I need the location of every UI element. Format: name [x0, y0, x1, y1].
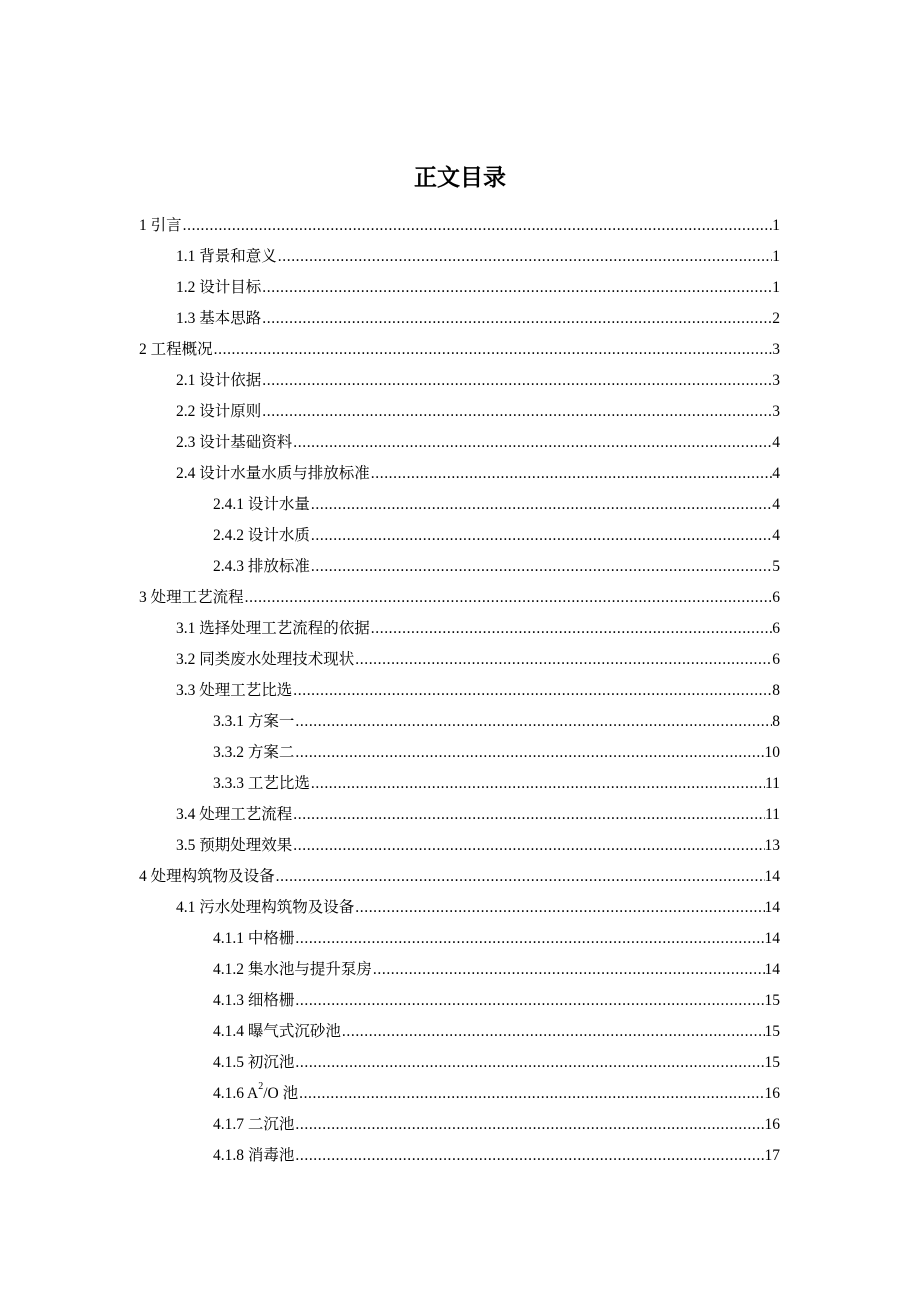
- toc-entry-page: 3: [772, 341, 780, 358]
- toc-dot-leader: [311, 489, 772, 520]
- toc-entry-page: 4: [772, 496, 780, 513]
- toc-entry-label: 2 工程概况: [139, 341, 213, 358]
- toc-entry-page: 1: [772, 279, 780, 296]
- toc-dot-leader: [245, 582, 773, 613]
- toc-entry[interactable]: [0, 396, 920, 427]
- toc-dot-leader: [299, 1078, 764, 1109]
- toc-entry-label: 2.4.2 设计水质: [213, 527, 310, 544]
- toc-entry-page: 4: [772, 527, 780, 544]
- toc-entry-label: 3.3.1 方案一: [213, 713, 295, 730]
- toc-dot-leader: [355, 892, 764, 923]
- toc-entry-page: 17: [764, 1147, 780, 1164]
- toc-dot-leader: [311, 520, 772, 551]
- toc-entry-page: 11: [765, 806, 780, 823]
- toc-dot-leader: [371, 458, 772, 489]
- toc-entry[interactable]: [0, 489, 920, 520]
- toc-entry-page: 5: [772, 558, 780, 575]
- toc-entry-page: 15: [764, 992, 780, 1009]
- toc-entry[interactable]: [0, 272, 920, 303]
- toc-entry-page: 16: [764, 1085, 780, 1102]
- toc-entry-label: 3.3 处理工艺比选: [176, 682, 293, 699]
- toc-entry-page: 11: [765, 775, 780, 792]
- toc-dot-leader: [262, 365, 772, 396]
- toc-entry[interactable]: [0, 1140, 920, 1171]
- toc-dot-leader: [293, 427, 772, 458]
- toc-entry[interactable]: [0, 954, 920, 985]
- toc-entry[interactable]: [0, 613, 920, 644]
- toc-entry[interactable]: [0, 427, 920, 458]
- toc-entry-label: 2.4.3 排放标准: [213, 558, 310, 575]
- toc-dot-leader: [262, 272, 772, 303]
- toc-dot-leader: [183, 210, 773, 241]
- toc-dot-leader: [293, 799, 765, 830]
- toc-entry-label: 4.1.2 集水池与提升泵房: [213, 961, 372, 978]
- toc-entry-page: 16: [764, 1116, 780, 1133]
- toc-dot-leader: [293, 830, 764, 861]
- toc-entry[interactable]: [0, 520, 920, 551]
- toc-entry-label: 4 处理构筑物及设备: [139, 868, 275, 885]
- toc-entry-page: 14: [764, 961, 780, 978]
- toc-dot-leader: [295, 1140, 764, 1171]
- toc-entry-page: 6: [772, 620, 780, 637]
- toc-dot-leader: [262, 303, 772, 334]
- toc-entry-label: 3 处理工艺流程: [139, 589, 244, 606]
- toc-entry-page: 4: [772, 434, 780, 451]
- toc-entry-page: 15: [764, 1054, 780, 1071]
- page-title: 正文目录: [414, 165, 506, 191]
- toc-entry-label: 3.3.2 方案二: [213, 744, 295, 761]
- toc-entry[interactable]: [0, 644, 920, 675]
- toc-entry-label: 2.4.1 设计水量: [213, 496, 310, 513]
- toc-entry-label: 4.1 污水处理构筑物及设备: [176, 899, 355, 916]
- toc-entry[interactable]: [0, 458, 920, 489]
- toc-entry-label: 3.2 同类废水处理技术现状: [176, 651, 355, 668]
- toc-entry-page: 6: [772, 651, 780, 668]
- toc-entry-label: 1 引言: [139, 217, 182, 234]
- toc-entry-label: 4.1.7 二沉池: [213, 1116, 295, 1133]
- toc-entry[interactable]: [0, 241, 920, 272]
- toc-entry[interactable]: [0, 675, 920, 706]
- toc-dot-leader: [262, 396, 772, 427]
- toc-dot-leader: [295, 737, 764, 768]
- toc-entry[interactable]: [0, 923, 920, 954]
- toc-dot-leader: [278, 241, 772, 272]
- toc-entry-label: 3.1 选择处理工艺流程的依据: [176, 620, 370, 637]
- toc-dot-leader: [342, 1016, 765, 1047]
- toc-entry-page: 14: [764, 868, 780, 885]
- toc-entry-label: 2.1 设计依据: [176, 372, 262, 389]
- toc-entry-page: 3: [772, 403, 780, 420]
- toc-entry-page: 1: [772, 217, 780, 234]
- toc-entry[interactable]: [0, 1109, 920, 1140]
- toc-entry-label: 1.1 背景和意义: [176, 248, 277, 265]
- toc-entry-label: 2.3 设计基础资料: [176, 434, 293, 451]
- toc-dot-leader: [295, 1109, 764, 1140]
- toc-entry-page: 3: [772, 372, 780, 389]
- toc-entry-label: 3.4 处理工艺流程: [176, 806, 293, 823]
- toc-entry-page: 13: [764, 837, 780, 854]
- toc-entry-label: 4.1.5 初沉池: [213, 1054, 295, 1071]
- toc-entry-page: 8: [772, 682, 780, 699]
- toc-entry[interactable]: [0, 303, 920, 334]
- toc-dot-leader: [373, 954, 765, 985]
- toc-entry-label: 2.4 设计水量水质与排放标准: [176, 465, 370, 482]
- toc-entry[interactable]: [0, 551, 920, 582]
- toc-dot-leader: [311, 768, 765, 799]
- toc-entry-page: 1: [772, 248, 780, 265]
- toc-entry-label: 1.3 基本思路: [176, 310, 262, 327]
- toc-entry[interactable]: [0, 365, 920, 396]
- toc-entry-label: 3.3.3 工艺比选: [213, 775, 310, 792]
- toc-dot-leader: [295, 706, 772, 737]
- toc-dot-leader: [355, 644, 772, 675]
- toc-entry-page: 14: [764, 930, 780, 947]
- toc-entry-label: 4.1.6 $A^2/O$ 池: [213, 1081, 299, 1102]
- toc-entry[interactable]: [0, 582, 920, 613]
- toc-entry[interactable]: [0, 1047, 920, 1078]
- toc-entry-label: 1.2 设计目标: [176, 279, 262, 296]
- toc-entry-label: 2.2 设计原则: [176, 403, 262, 420]
- toc-entry-page: 4: [772, 465, 780, 482]
- toc-entry-page: 2: [772, 310, 780, 327]
- toc-entry-page: 6: [772, 589, 780, 606]
- toc-entry-label: 4.1.4 曝气式沉砂池: [213, 1023, 341, 1040]
- toc-entry-page: 10: [764, 744, 780, 761]
- toc-entry-label: 4.1.8 消毒池: [213, 1147, 295, 1164]
- toc-entry[interactable]: [0, 210, 920, 241]
- toc-dot-leader: [293, 675, 772, 706]
- toc-entry[interactable]: [0, 1078, 920, 1109]
- toc-dot-leader: [295, 923, 764, 954]
- toc-entry[interactable]: [0, 1016, 920, 1047]
- toc-entry-page: 8: [772, 713, 780, 730]
- toc-entry[interactable]: [0, 334, 920, 365]
- toc-entry[interactable]: [0, 985, 920, 1016]
- table-of-contents: [0, 210, 920, 1171]
- toc-entry[interactable]: [0, 861, 920, 892]
- toc-dot-leader: [214, 334, 773, 365]
- toc-entry[interactable]: [0, 768, 920, 799]
- toc-entry[interactable]: [0, 799, 920, 830]
- toc-entry[interactable]: [0, 830, 920, 861]
- toc-dot-leader: [295, 985, 764, 1016]
- toc-dot-leader: [311, 551, 772, 582]
- toc-entry[interactable]: [0, 892, 920, 923]
- toc-dot-leader: [295, 1047, 764, 1078]
- toc-entry-label: 4.1.3 细格栅: [213, 992, 295, 1009]
- toc-dot-leader: [276, 861, 765, 892]
- toc-entry-page: 15: [764, 1023, 780, 1040]
- toc-entry[interactable]: [0, 737, 920, 768]
- toc-dot-leader: [371, 613, 772, 644]
- toc-entry[interactable]: [0, 706, 920, 737]
- toc-entry-label: 4.1.1 中格栅: [213, 930, 295, 947]
- toc-entry-label: 3.5 预期处理效果: [176, 837, 293, 854]
- toc-entry-page: 14: [764, 899, 780, 916]
